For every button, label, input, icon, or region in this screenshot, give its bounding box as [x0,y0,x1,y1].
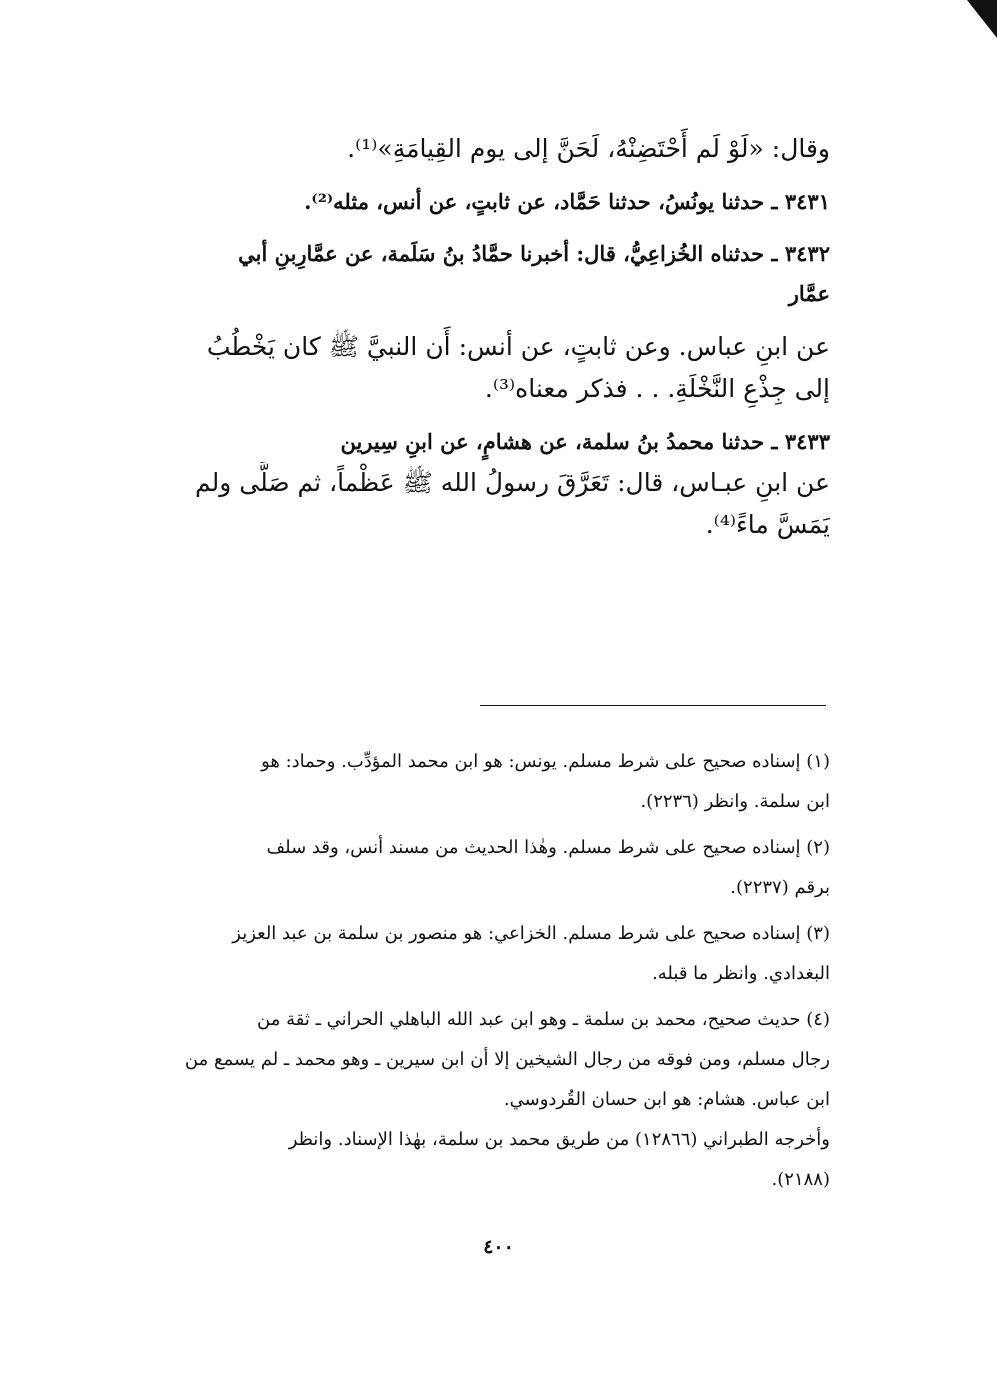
footnote-4-line-1: (٤) حديث صحيح، محمد بن سلمة ـ وهو ابن عبد الله الباهلي الحراني ـ ثقة من [257,1009,830,1030]
footnote-1 [110,742,830,822]
hadith-3432-text-2: إلى جِذْعِ النَّخْلَةِ. . . فذكر معناه⁽³⁾. [484,374,830,403]
page-corner-mark [967,0,997,38]
main-text [110,128,830,546]
hadith-3431: ٣٤٣١ ـ حدثنا يونُسُ، حدثنا حَمَّاد، عن ثابتٍ، عن أنس، مثله⁽²⁾. [304,189,830,214]
footnote-4-line-3: ابن عباس. هشام: هو ابن حسان القُردوسي. [503,1089,830,1110]
hadith-3432-chain: ٣٤٣٢ ـ حدثناه الخُزاعِيُّ، قال: أخبرنا حمَّادُ بنُ سَلَمة، عن عمَّارِبنِ أبي [238,241,830,266]
footnote-3 [110,914,830,994]
footnote-4-line-4: وأخرجه الطبراني (١٢٨٦٦) من طريق محمد بن سلمة، بهٰذا الإسناد. وانظر [288,1129,830,1150]
page-number: ٤٠٠ [483,1236,514,1258]
footnote-4 [110,1000,830,1200]
footnote-4-line-5: (٢١٨٨). [771,1169,830,1190]
footnote-1-line-2: ابن سلمة. وانظر (٢٢٣٦). [640,791,830,812]
hadith-3433-chain: ٣٤٣٣ ـ حدثنا محمدُ بنُ سلمة، عن هشامٍ، عن ابنِ سِيرين [340,429,830,454]
hadith-3433-text-1: عن ابنِ عبـاس، قال: تَعَرَّقَ رسولُ الله ﷺ عَظْماً، ثم صَلَّى ولم [194,468,830,497]
footnote-1-line-1: (١) إسناده صحيح على شرط مسلم. يونس: هو ابن محمد المؤدِّب. وحماد: هو [261,751,830,772]
footnote-3-line-2: البغدادي. وانظر ما قبله. [652,963,830,984]
footnote-2-line-2: برقم (٢٢٣٧). [730,877,830,898]
footnote-4-line-2: رجال مسلم، ومن فوقه من رجال الشيخين إلا أن ابن سيرين ـ وهو محمد ـ لم يسمع من [184,1049,830,1070]
footnote-divider [480,705,826,706]
hadith-3433-text-2: يَمَسَّ ماءً⁽⁴⁾. [705,510,830,539]
hadith-3432-text-1: عن ابنِ عباس. وعن ثابتٍ، عن أنس: أَن النبيَّ ﷺ كان يَخْطُبُ [206,332,830,361]
footnotes [110,742,830,1206]
footnote-2-line-1: (٢) إسناده صحيح على شرط مسلم. وهٰذا الحديث من مسند أنس، وقد سلف [266,837,830,858]
quote-line: وقال: «لَوْ لَم أَحْتَضِنْهُ، لَحَنَّ إلى يوم القِيامَةِ»⁽¹⁾. [347,134,830,163]
hadith-3432-chain-cont: عمَّار [788,281,830,306]
footnote-3-line-1: (٣) إسناده صحيح على شرط مسلم. الخزاعي: هو منصور بن سلمة بن عبد العزيز [232,923,830,944]
footnote-2 [110,828,830,908]
